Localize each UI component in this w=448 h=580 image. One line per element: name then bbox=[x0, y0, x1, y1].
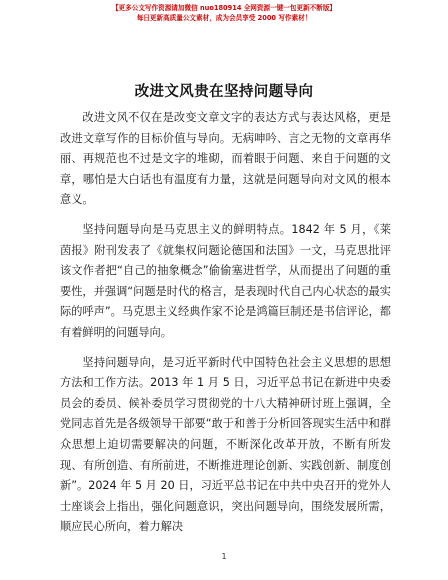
paragraph-1: 改进文风不仅在是改变文章文字的表达方式与表达风格，更是改进文章写作的目标价值与导向。无病呻吟、言之无物的文章再华丽、再规范也不过是文字的堆砌，而着眼于问题、来自于问题的文章，哪怕是大白话也有温度有力量，这就是问题导向对文风的根本意义。 bbox=[60, 111, 391, 207]
promo-banner-line-2[interactable]: 每日更新高质量公文素材，成为会员享受 2000 写作素材！ bbox=[136, 14, 312, 22]
promo-banner-line-1[interactable]: 【更多公文写作资源请加微信 nuo180914 全网资源一键一包更新不断版】 bbox=[111, 4, 337, 12]
paragraph-3: 坚持问题导向，是习近平新时代中国特色社会主义思想的思想方法和工作方法。2013 年 1 月 5 日，习近平总书记在新进中央委员会的委员、候补委员学习贯彻党的十八大精神研讨班上强调，全党同志首先是各级领导干部要“敢于和善于分析回答现实生活中和群众思想上迫切需要解决的问题，不断深化改革开放，不断有所发现、有所创造、有所前进，不断推进理论创新、实践创新、制度创新”。2024 年 5 月 20 日，习近平总书记在中共中央召开的党外人士座谈会上指出，强化问题意识，突出问题导向，围绕发展所需，顺应民心所向，着力解决 bbox=[60, 355, 391, 534]
page-number: 1 bbox=[221, 552, 227, 561]
document-body bbox=[60, 108, 391, 547]
document-title: 改进文风贵在坚持问题导向 bbox=[134, 84, 314, 100]
paragraph-2: 坚持问题导向是马克思主义的鲜明特点。1842 年 5 月，《莱茵报》附刊发表了《就集权问题论德国和法国》一文，马克思批评该文作者把“自己的抽象概念”偷偷塞进哲学，从而提出了问题的重要性，并强调“问题是时代的格言，是表现时代自己内心状态的最实际的呼声”。马克思主义经典作家不论是鸿篇巨制还是书信评论，都有着鲜明的问题导向。 bbox=[60, 222, 391, 339]
